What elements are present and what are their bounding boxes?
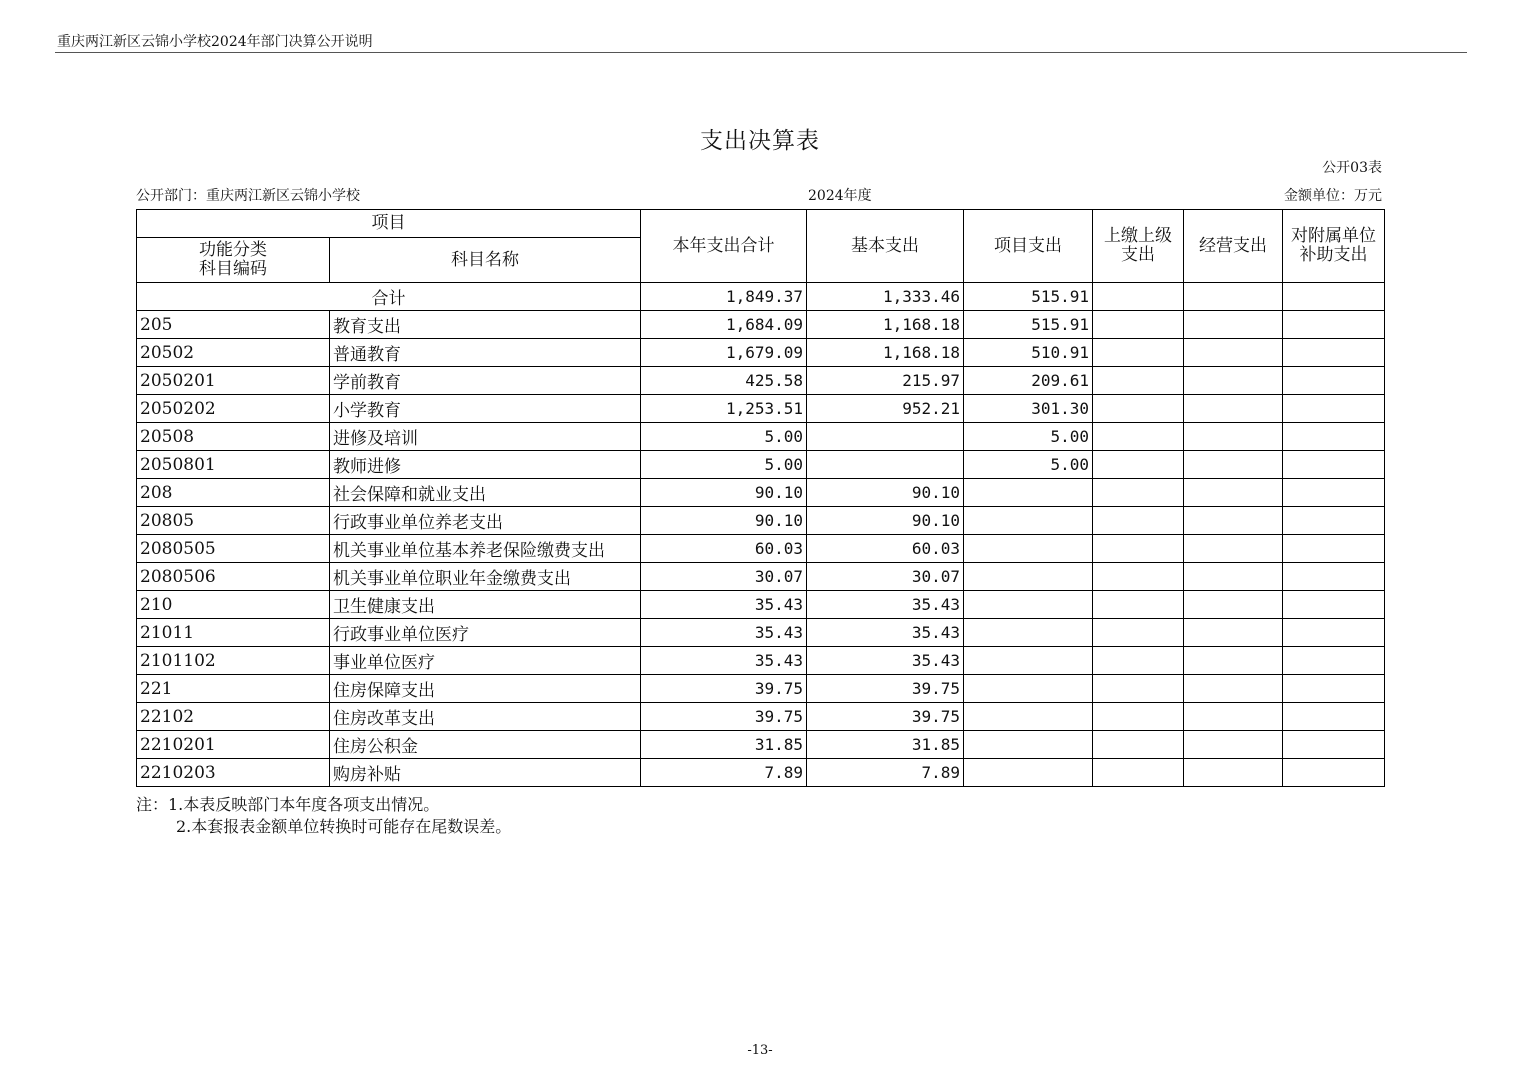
- table-row: [137, 507, 1385, 535]
- row-basic: 1,168.18: [807, 311, 964, 339]
- row-business: [1184, 703, 1283, 731]
- row-subsidy: [1283, 563, 1385, 591]
- row-project: 510.91: [964, 339, 1093, 367]
- row-total: 425.58: [641, 367, 807, 395]
- row-code: 208: [137, 479, 330, 507]
- row-upper: [1093, 591, 1184, 619]
- row-subsidy: [1283, 647, 1385, 675]
- row-name: 学前教育: [330, 367, 641, 395]
- header-upper: [1093, 210, 1184, 283]
- row-project: [964, 591, 1093, 619]
- row-name: 进修及培训: [330, 423, 641, 451]
- row-name: 教育支出: [330, 311, 641, 339]
- row-upper: [1093, 339, 1184, 367]
- total-label: 合计: [137, 283, 641, 311]
- row-total: 35.43: [641, 591, 807, 619]
- row-business: [1184, 675, 1283, 703]
- row-project: [964, 535, 1093, 563]
- row-business: [1184, 339, 1283, 367]
- header-code-line1: 功能分类: [199, 240, 267, 260]
- row-upper: [1093, 759, 1184, 787]
- row-subsidy: [1283, 703, 1385, 731]
- form-number: 公开03表: [1322, 160, 1382, 176]
- table-row: [137, 591, 1385, 619]
- row-code: 21011: [137, 619, 330, 647]
- row-upper: [1093, 619, 1184, 647]
- row-business: [1184, 731, 1283, 759]
- header-code-line2: 科目编码: [199, 259, 267, 279]
- row-total: 5.00: [641, 451, 807, 479]
- row-code: 221: [137, 675, 330, 703]
- row-code: 2050201: [137, 367, 330, 395]
- row-total: 7.89: [641, 759, 807, 787]
- row-code: 210: [137, 591, 330, 619]
- row-name: 住房公积金: [330, 731, 641, 759]
- row-upper: [1093, 423, 1184, 451]
- table-row: [137, 479, 1385, 507]
- header-item: 项目: [137, 210, 641, 238]
- row-basic: [807, 423, 964, 451]
- row-project: [964, 507, 1093, 535]
- table-row: [137, 367, 1385, 395]
- row-upper: [1093, 479, 1184, 507]
- row-total: 90.10: [641, 507, 807, 535]
- header-code: [137, 238, 330, 283]
- row-total: 1,253.51: [641, 395, 807, 423]
- row-basic: 30.07: [807, 563, 964, 591]
- row-name: 小学教育: [330, 395, 641, 423]
- row-total: 5.00: [641, 423, 807, 451]
- row-basic: 7.89: [807, 759, 964, 787]
- row-basic: 215.97: [807, 367, 964, 395]
- total-upper: [1093, 283, 1184, 311]
- row-business: [1184, 535, 1283, 563]
- row-code: 20805: [137, 507, 330, 535]
- row-subsidy: [1283, 339, 1385, 367]
- row-basic: 90.10: [807, 507, 964, 535]
- row-code: 2101102: [137, 647, 330, 675]
- total-project: 515.91: [964, 283, 1093, 311]
- row-upper: [1093, 647, 1184, 675]
- row-code: 2080505: [137, 535, 330, 563]
- row-business: [1184, 395, 1283, 423]
- row-name: 事业单位医疗: [330, 647, 641, 675]
- row-upper: [1093, 395, 1184, 423]
- row-name: 住房保障支出: [330, 675, 641, 703]
- total-basic: 1,333.46: [807, 283, 964, 311]
- row-subsidy: [1283, 451, 1385, 479]
- header-rule: [55, 52, 1467, 53]
- row-name: 普通教育: [330, 339, 641, 367]
- row-basic: 39.75: [807, 703, 964, 731]
- row-total: 60.03: [641, 535, 807, 563]
- total-business: [1184, 283, 1283, 311]
- table-row: [137, 395, 1385, 423]
- row-total: 39.75: [641, 703, 807, 731]
- row-basic: 35.43: [807, 647, 964, 675]
- header-upper-line1: 上缴上级: [1104, 226, 1172, 246]
- row-project: [964, 703, 1093, 731]
- table-row: [137, 647, 1385, 675]
- row-code: 2080506: [137, 563, 330, 591]
- table-row: [137, 759, 1385, 787]
- header-subsidy-line2: 补助支出: [1299, 245, 1368, 265]
- table-row: [137, 563, 1385, 591]
- row-name: 行政事业单位养老支出: [330, 507, 641, 535]
- table-row: [137, 451, 1385, 479]
- row-business: [1184, 423, 1283, 451]
- table-title: 支出决算表: [700, 128, 820, 154]
- fiscal-year: 2024年度: [808, 188, 872, 204]
- row-upper: [1093, 535, 1184, 563]
- row-basic: 952.21: [807, 395, 964, 423]
- row-subsidy: [1283, 675, 1385, 703]
- row-name: 社会保障和就业支出: [330, 479, 641, 507]
- row-project: [964, 647, 1093, 675]
- row-subsidy: [1283, 311, 1385, 339]
- row-code: 20508: [137, 423, 330, 451]
- table-row: [137, 311, 1385, 339]
- row-code: 22102: [137, 703, 330, 731]
- row-code: 205: [137, 311, 330, 339]
- row-subsidy: [1283, 479, 1385, 507]
- row-basic: 31.85: [807, 731, 964, 759]
- row-basic: [807, 451, 964, 479]
- row-code: 20502: [137, 339, 330, 367]
- row-project: 5.00: [964, 423, 1093, 451]
- page-number: -13-: [747, 1043, 773, 1058]
- amount-unit: 金额单位：万元: [1284, 188, 1382, 204]
- row-subsidy: [1283, 395, 1385, 423]
- department-label: 公开部门：重庆两江新区云锦小学校: [136, 188, 360, 204]
- header-project: 项目支出: [964, 210, 1093, 283]
- header-upper-line2: 支出: [1121, 245, 1155, 265]
- row-upper: [1093, 367, 1184, 395]
- header-subsidy: [1283, 210, 1385, 283]
- row-business: [1184, 311, 1283, 339]
- row-name: 住房改革支出: [330, 703, 641, 731]
- row-upper: [1093, 507, 1184, 535]
- row-project: 209.61: [964, 367, 1093, 395]
- row-name: 行政事业单位医疗: [330, 619, 641, 647]
- row-business: [1184, 619, 1283, 647]
- row-project: [964, 675, 1093, 703]
- row-upper: [1093, 451, 1184, 479]
- header-subsidy-line1: 对附属单位: [1291, 226, 1376, 246]
- total-total: 1,849.37: [641, 283, 807, 311]
- row-basic: 60.03: [807, 535, 964, 563]
- note-1: 注：1.本表反映部门本年度各项支出情况。: [136, 795, 440, 814]
- row-business: [1184, 367, 1283, 395]
- row-subsidy: [1283, 591, 1385, 619]
- row-total: 90.10: [641, 479, 807, 507]
- row-code: 2210203: [137, 759, 330, 787]
- row-total: 39.75: [641, 675, 807, 703]
- row-basic: 90.10: [807, 479, 964, 507]
- row-upper: [1093, 563, 1184, 591]
- expenditure-table: [136, 209, 1385, 787]
- row-business: [1184, 759, 1283, 787]
- table-row: [137, 339, 1385, 367]
- row-business: [1184, 507, 1283, 535]
- table-row: [137, 535, 1385, 563]
- header-basic: 基本支出: [807, 210, 964, 283]
- row-subsidy: [1283, 423, 1385, 451]
- row-project: 5.00: [964, 451, 1093, 479]
- row-upper: [1093, 311, 1184, 339]
- row-project: 301.30: [964, 395, 1093, 423]
- row-business: [1184, 479, 1283, 507]
- row-code: 2050202: [137, 395, 330, 423]
- total-row: [137, 283, 1385, 311]
- table-row: [137, 675, 1385, 703]
- row-name: 购房补贴: [330, 759, 641, 787]
- row-project: 515.91: [964, 311, 1093, 339]
- row-name: 教师进修: [330, 451, 641, 479]
- row-project: [964, 731, 1093, 759]
- row-code: 2050801: [137, 451, 330, 479]
- table-row: [137, 731, 1385, 759]
- row-subsidy: [1283, 731, 1385, 759]
- row-business: [1184, 451, 1283, 479]
- row-project: [964, 619, 1093, 647]
- table-row: [137, 423, 1385, 451]
- running-header: 重庆两江新区云锦小学校2024年部门决算公开说明: [57, 34, 373, 50]
- row-project: [964, 563, 1093, 591]
- row-business: [1184, 647, 1283, 675]
- row-project: [964, 759, 1093, 787]
- table-notes: [136, 794, 511, 838]
- row-business: [1184, 563, 1283, 591]
- row-business: [1184, 591, 1283, 619]
- row-basic: 35.43: [807, 591, 964, 619]
- table-row: [137, 619, 1385, 647]
- header-name: 科目名称: [330, 238, 641, 283]
- row-subsidy: [1283, 619, 1385, 647]
- row-upper: [1093, 731, 1184, 759]
- row-total: 30.07: [641, 563, 807, 591]
- row-name: 机关事业单位基本养老保险缴费支出: [330, 535, 641, 563]
- header-business: 经营支出: [1184, 210, 1283, 283]
- row-upper: [1093, 675, 1184, 703]
- row-basic: 35.43: [807, 619, 964, 647]
- row-total: 1,679.09: [641, 339, 807, 367]
- table-meta: [136, 185, 1384, 205]
- row-name: 卫生健康支出: [330, 591, 641, 619]
- row-total: 31.85: [641, 731, 807, 759]
- row-upper: [1093, 703, 1184, 731]
- row-total: 35.43: [641, 647, 807, 675]
- row-subsidy: [1283, 759, 1385, 787]
- row-code: 2210201: [137, 731, 330, 759]
- total-subsidy: [1283, 283, 1385, 311]
- note-2: 2.本套报表金额单位转换时可能存在尾数误差。: [176, 817, 512, 836]
- row-total: 1,684.09: [641, 311, 807, 339]
- row-subsidy: [1283, 535, 1385, 563]
- row-project: [964, 479, 1093, 507]
- table-row: [137, 703, 1385, 731]
- row-subsidy: [1283, 367, 1385, 395]
- row-name: 机关事业单位职业年金缴费支出: [330, 563, 641, 591]
- row-total: 35.43: [641, 619, 807, 647]
- row-basic: 1,168.18: [807, 339, 964, 367]
- header-total: 本年支出合计: [641, 210, 807, 283]
- row-basic: 39.75: [807, 675, 964, 703]
- row-subsidy: [1283, 507, 1385, 535]
